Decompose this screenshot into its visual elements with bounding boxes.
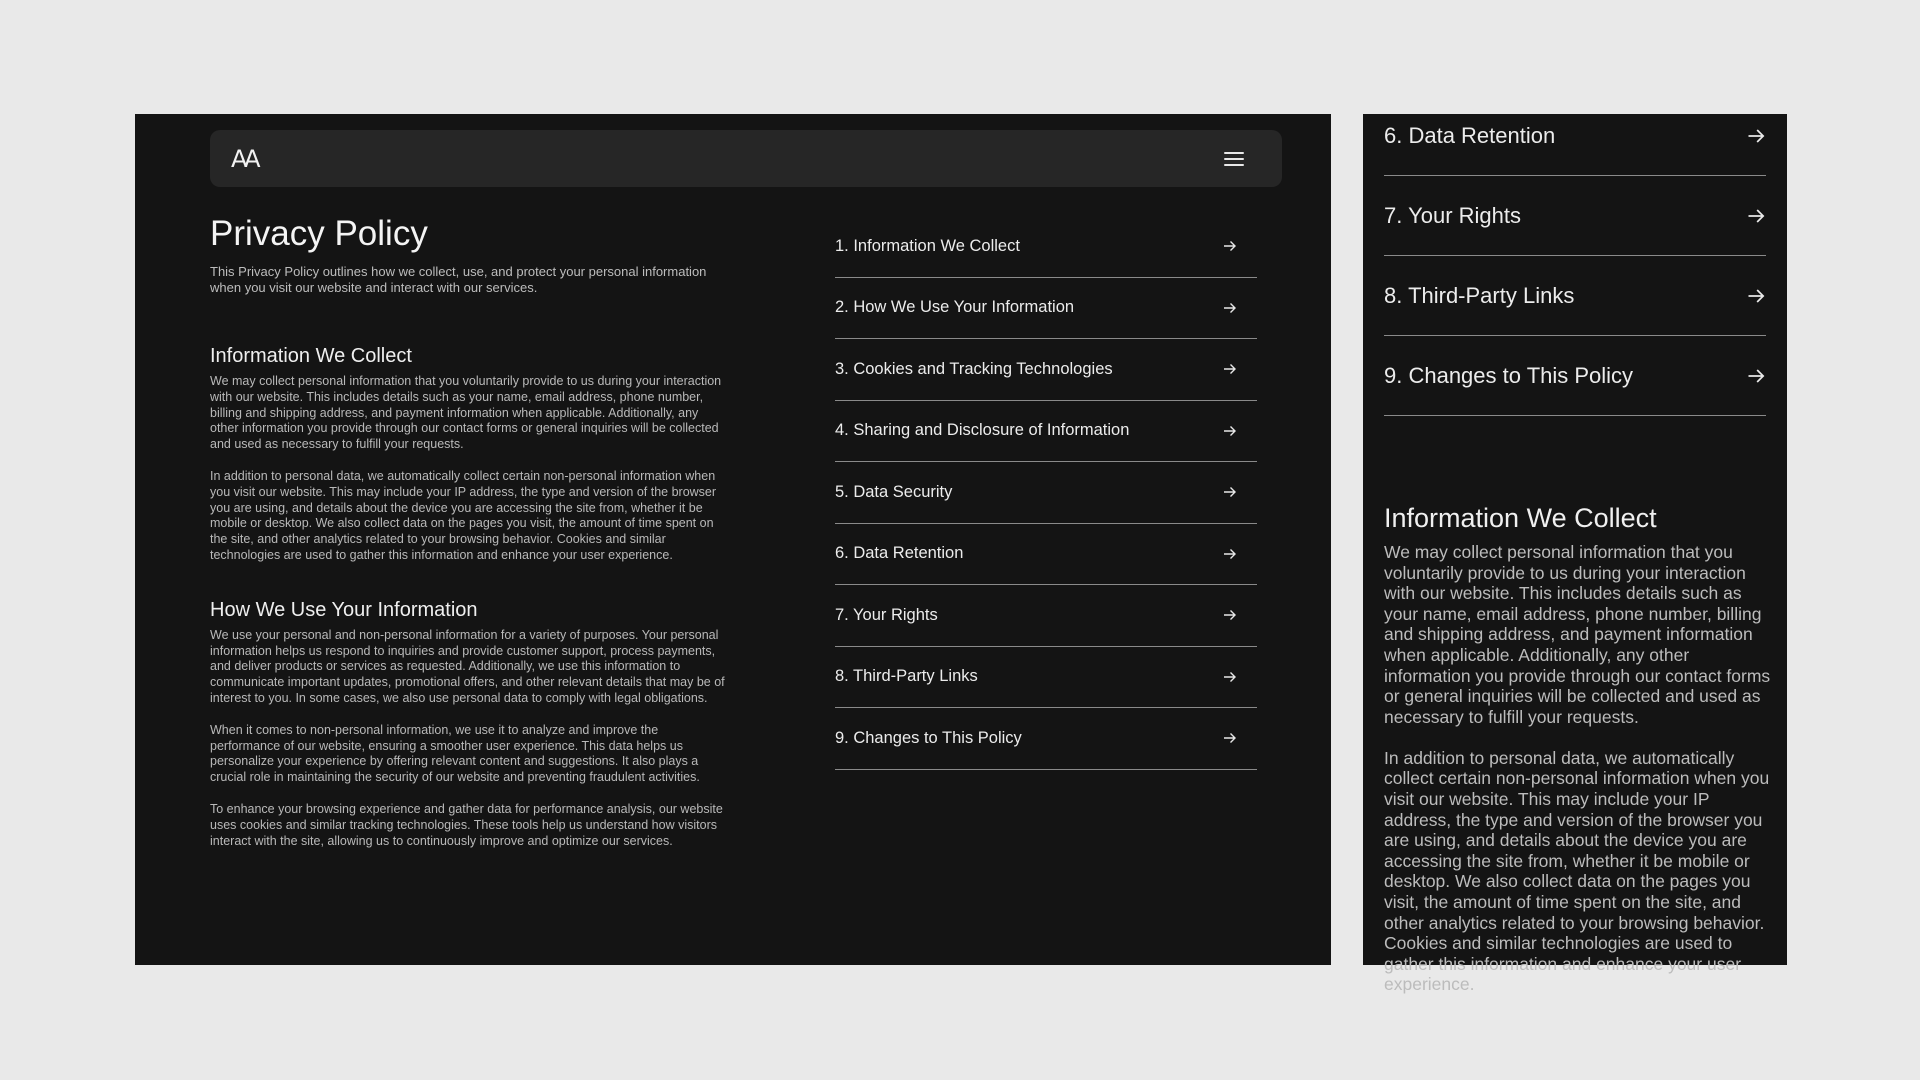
arrow-right-icon (1223, 302, 1237, 314)
toc-item-label: 3. Cookies and Tracking Technologies (835, 359, 1113, 378)
section-heading: How We Use Your Information (210, 598, 478, 621)
section-paragraph: When it comes to non-personal information, we use it to analyze and improve the performance of our website, ensuring a smoother user experience. This data helps us personalize your experience by offering relevant content and suggestions. It also plays a crucial role in maintaining the security of our website and preventing fraudulent activities. (210, 722, 700, 785)
logo[interactable]: AA (231, 144, 257, 173)
arrow-right-icon (1223, 363, 1237, 375)
toc-item-cookies[interactable] (835, 339, 1257, 401)
toc-item-sharing[interactable] (835, 401, 1257, 463)
section-paragraph: In addition to personal data, we automatically collect certain non-personal information when you visit our website. This may include your IP address, the type and version of the browser you are using, and details about the device you are accessing the site from, whether it be mobile or desktop. We also collect data on the pages you visit, the amount of time spent on the site, and other analytics related to your browsing behavior. Cookies and similar technologies are used to gather this information and enhance your user experience. (210, 468, 717, 562)
toc-item-label: 5. Data Security (835, 482, 953, 501)
toc-item-label: 4. Sharing and Disclosure of Information (835, 421, 1130, 440)
section-paragraph: We use your personal and non-personal information for a variety of purposes. Your personal information helps us respond to inquiries and provide customer support, process payments, and deliver products or services as requested. Additionally, we use this information to communicate important updates, promotional offers, and other relevant details that may be of interest to you. In some cases, we also use personal data to comply with legal obligations. (210, 627, 725, 705)
section-information-we-collect (210, 344, 725, 564)
arrow-right-icon (1223, 425, 1237, 437)
arrow-right-icon (1223, 486, 1237, 498)
section-paragraph: To enhance your browsing experience and gather data for performance analysis, our website uses cookies and similar tracking technologies. These tools help us understand how visitors interact with the site, allowing us to continuously improve and optimize our services. (210, 801, 723, 848)
toc-item-changes[interactable] (835, 708, 1257, 770)
mobile-table-of-contents (1384, 96, 1766, 416)
arrow-right-icon (1223, 240, 1237, 252)
arrow-right-icon (1747, 208, 1766, 224)
toc-item-how-we-use[interactable] (835, 278, 1257, 340)
toc-item-data-security[interactable] (835, 462, 1257, 524)
arrow-right-icon (1747, 128, 1766, 144)
toc-item-your-rights[interactable] (835, 585, 1257, 647)
toc-item-label: 1. Information We Collect (835, 236, 1020, 255)
section-paragraph: We may collect personal information that you voluntarily provide to us during your interaction with our website. This includes details such as your name, email address, phone number, billing and shipping address, and payment information when applicable. Additionally, any other information you provide through our contact forms or general inquiries will be collected and used as necessary to fulfill your requests. (210, 374, 722, 452)
section-heading: Information We Collect (210, 345, 412, 367)
table-of-contents (835, 216, 1257, 770)
toc-item-label: 7. Your Rights (1384, 202, 1521, 228)
toc-item-label: 9. Changes to This Policy (1384, 362, 1634, 388)
section-how-we-use (210, 598, 725, 850)
toc-item-changes[interactable] (1384, 336, 1766, 416)
toc-item-label: 7. Your Rights (835, 605, 938, 624)
arrow-right-icon (1223, 609, 1237, 621)
toc-item-label: 6. Data Retention (835, 544, 964, 563)
section-paragraph: We may collect personal information that you voluntarily provide to us during your interaction with our website. This includes details such as your name, email address, phone number, billing and shipping address, and payment information when applicable. Additionally, any other information you provide through our contact forms or general inquiries will be collected and used as necessary to fulfill your requests. (1384, 542, 1771, 727)
toc-item-label: 8. Third-Party Links (835, 667, 978, 686)
toc-item-information-we-collect[interactable] (835, 216, 1257, 278)
page-intro: This Privacy Policy outlines how we collect, use, and protect your personal information when you visit our website and interact with our services. (210, 264, 707, 295)
navbar (210, 130, 1282, 187)
policy-content (210, 214, 725, 865)
mobile-view-panel (1363, 114, 1787, 995)
arrow-right-icon (1747, 368, 1766, 384)
section-paragraph: In addition to personal data, we automatically collect certain non-personal information when you visit our website. This may include your IP address, the type and version of the browser you are using, and details about the device you are accessing the site from, whether it be mobile or desktop. We also collect data on the pages you visit, the amount of time spent on the site, and other analytics related to your browsing behavior. Cookies and similar technologies are used to gather this information and enhance your user experience. (1384, 747, 1770, 995)
toc-item-your-rights[interactable] (1384, 176, 1766, 256)
toc-item-label: 2. How We Use Your Information (835, 298, 1075, 317)
section-heading: Information We Collect (1384, 503, 1657, 533)
toc-item-third-party-links[interactable] (1384, 256, 1766, 336)
toc-item-data-retention[interactable] (835, 524, 1257, 586)
mobile-section-information-we-collect (1384, 502, 1774, 1015)
toc-item-third-party-links[interactable] (835, 647, 1257, 709)
toc-item-data-retention[interactable] (1384, 96, 1766, 176)
desktop-view-panel (135, 114, 1331, 965)
arrow-right-icon (1223, 671, 1237, 683)
page-title: Privacy Policy (210, 214, 428, 253)
arrow-right-icon (1223, 548, 1237, 560)
arrow-right-icon (1223, 732, 1237, 744)
arrow-right-icon (1747, 288, 1766, 304)
hamburger-menu-icon[interactable] (1224, 152, 1244, 166)
toc-item-label: 9. Changes to This Policy (835, 728, 1022, 747)
toc-item-label: 6. Data Retention (1384, 122, 1556, 148)
toc-item-label: 8. Third-Party Links (1384, 282, 1575, 308)
